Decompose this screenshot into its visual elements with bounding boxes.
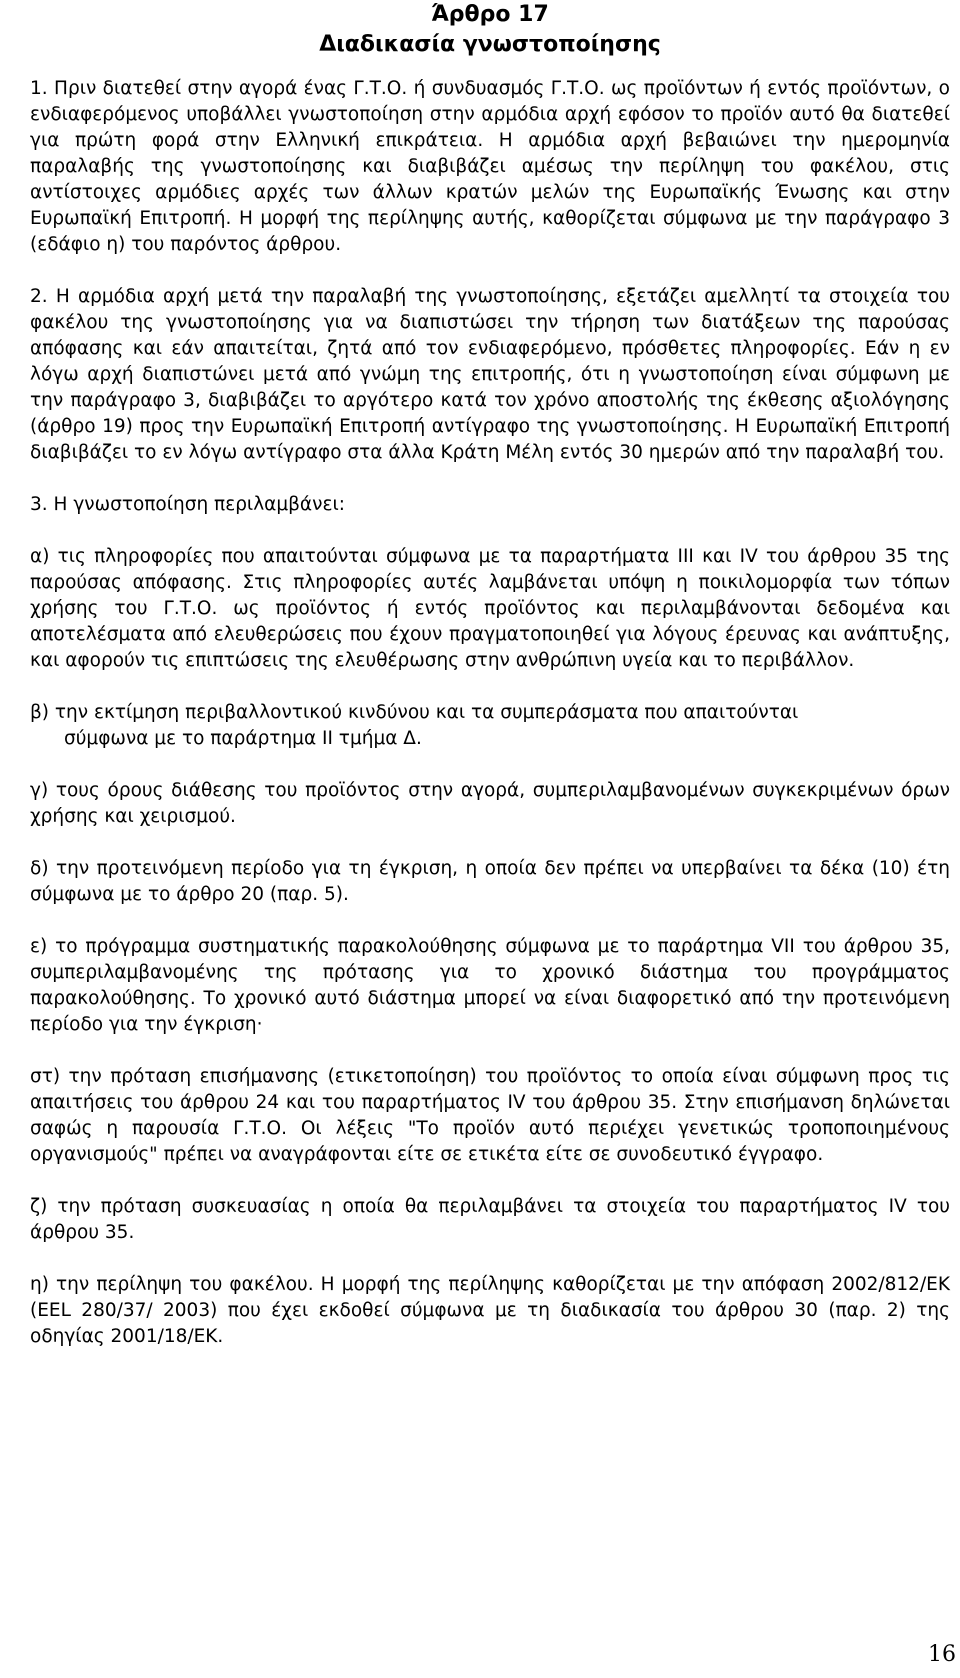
article-title: Άρθρο 17 (431, 2, 549, 27)
item-e: ε) το πρόγραμμα συστηματικής παρακολούθησης σύμφωνα με το παράρτημα VII του άρθρου 35, συμπεριλαμβανομένης της πρότασης για το χρονικό διάστημα του προγράμματος παρακολούθησης. Το χρονικό αυτό διάστημα μπορεί να είναι διαφορετικό από την προτεινόμενη περίοδο για την έγκριση· (30, 936, 950, 1035)
item-a: α) τις πληροφορίες που απαιτούνται σύμφωνα με τα παραρτήματα III και IV του άρθρου 35 της παρούσας απόφασης. Στις πληροφορίες αυτές λαμβάνεται υπόψη η ποικιλομορφία των τόπων χρήσης του Γ.Τ.Ο. ως προϊόντος ή εντός προϊόντος και περιλαμβάνονται δεδομένα και αποτελέσματα από ελευθερώσεις που έχουν πραγματοποιηθεί για λόγους έρευνας και ανάπτυξης, και αφορούν τις επιπτώσεις της ελευθέρωσης στην ανθρώπινη υγεία και το περιβάλλον. (30, 546, 950, 671)
paragraph-3: 3. Η γνωστοποίηση περιλαμβάνει: (30, 494, 345, 515)
article-subtitle: Διαδικασία γνωστοποίησης (319, 32, 661, 57)
item-b-line-1: β) την εκτίμηση περιβαλλοντικού κινδύνου και τα συμπεράσματα που απαιτούνται (30, 702, 799, 723)
item-z: ζ) την πρόταση συσκευασίας η οποία θα περιλαμβάνει τα στοιχεία του παραρτήματος IV του άρθρου 35. (30, 1196, 950, 1243)
document-page (30, 0, 950, 1350)
item-st: στ) την πρόταση επισήμανσης (ετικετοποίηση) του προϊόντος το οποία είναι σύμφωνη προς τις απαιτήσεις του άρθρου 24 και του παραρτήματος IV του άρθρου 35. Στην επισήμανση δηλώνεται σαφώς η παρουσία Γ.Τ.Ο. Οι λέξεις "Το προϊόν αυτό περιέχει γενετικώς τροποποιημένους οργανισμούς" πρέπει να αναγράφονται είτε σε ετικέτα είτε σε συνοδευτικό έγγραφο. (30, 1066, 950, 1165)
item-d: δ) την προτεινόμενη περίοδο για τη έγκριση, η οποία δεν πρέπει να υπερβαίνει τα δέκα (10) έτη σύμφωνα με το άρθρο 20 (παρ. 5). (30, 858, 950, 905)
paragraph-1: 1. Πριν διατεθεί στην αγορά ένας Γ.Τ.Ο. ή συνδυασμός Γ.Τ.Ο. ως προϊόντων ή εντός προϊόντων, ο ενδιαφερόμενος υποβάλλει γνωστοποίηση στην αρμόδια αρχή εφόσον το προϊόν αυτό θα διατεθεί για πρώτη φορά στην Ελληνική επικράτεια. Η αρμόδια αρχή βεβαιώνει την ημερομηνία παραλαβής της γνωστοποίησης και διαβιβάζει αμέσως την περίληψη του φακέλου, στις αντίστοιχες αρμόδιες αρχές των άλλων κρατών μελών της Ευρωπαϊκής Ένωσης και στην Ευρωπαϊκή Επιτροπή. Η μορφή της περίληψης αυτής, καθορίζεται σύμφωνα με την παράγραφο 3 (εδάφιο η) του παρόντος άρθρου. (30, 78, 950, 255)
item-h: η) την περίληψη του φακέλου. Η μορφή της περίληψης καθορίζεται με την απόφαση 2002/812/ΕΚ (ΕΕL 280/37/ 2003) που έχει εκδοθεί σύμφωνα με τη διαδικασία του άρθρου 30 (παρ. 2) της οδηγίας 2001/18/ΕΚ. (30, 1274, 950, 1347)
item-b-line-2: σύμφωνα με το παράρτημα II τμήμα Δ. (64, 728, 422, 749)
page-number: 16 (928, 1642, 956, 1667)
item-c: γ) τους όρους διάθεσης του προϊόντος στην αγορά, συμπεριλαμβανομένων συγκεκριμένων όρων χρήσης και χειρισμού. (30, 780, 950, 827)
paragraph-2: 2. Η αρμόδια αρχή μετά την παραλαβή της γνωστοποίησης, εξετάζει αμελλητί τα στοιχεία του φακέλου της γνωστοποίησης για να διαπιστώσει την τήρηση των διατάξεων της παρούσας απόφασης και εάν απαιτείται, ζητά από τον ενδιαφερόμενο, πρόσθετες πληροφορίες. Εάν η εν λόγω αρχή διαπιστώνει μετά από γνώμη της επιτροπής, ότι η γνωστοποίηση είναι σύμφωνη με την παράγραφο 3, διαβιβάζει το αργότερο κατά τον χρόνο αποστολής της έκθεσης αξιολόγησης (άρθρο 19) προς την Ευρωπαϊκή Επιτροπή αντίγραφο της γνωστοποίησης. Η Ευρωπαϊκή Επιτροπή διαβιβάζει το εν λόγω αντίγραφο στα άλλα Κράτη Μέλη εντός 30 ημερών από την παραλαβή του. (30, 286, 950, 463)
